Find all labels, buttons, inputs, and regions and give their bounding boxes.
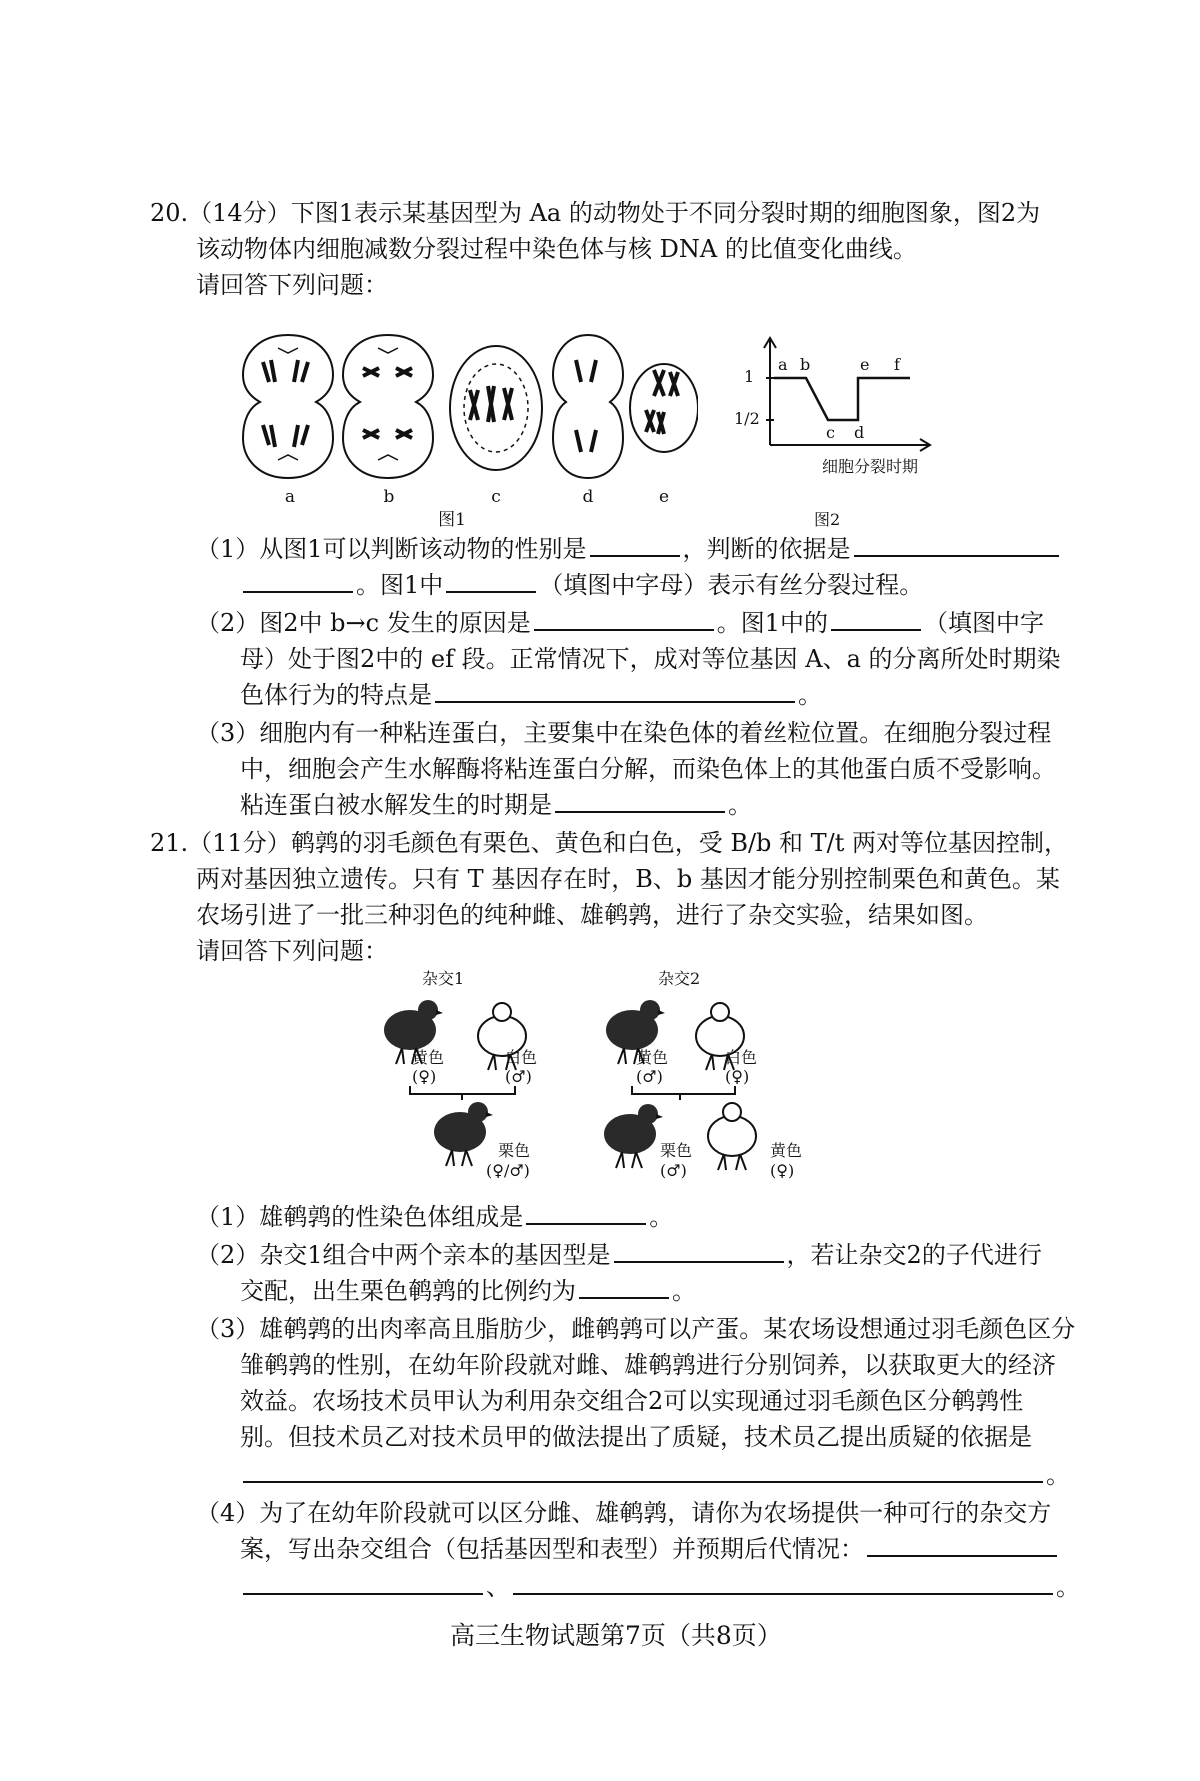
q20-sub3-line2: 中，细胞会产生水解酶将粘连蛋白分解，而染色体上的其他蛋白质不受影响。 bbox=[240, 755, 1056, 783]
q20-sub1-line1 bbox=[196, 532, 1062, 566]
cell-label-b: b bbox=[383, 487, 395, 507]
q20-sub1-text-b: ，判断的依据是 bbox=[682, 535, 851, 563]
q20-sub2-text-a: （2）图2中 b→c 发生的原因是 bbox=[196, 609, 531, 637]
cell-e bbox=[630, 364, 698, 452]
q21-sub1-text-b: 。 bbox=[649, 1203, 674, 1231]
q21-sub1-text-a: （1）雄鹌鹑的性染色体组成是 bbox=[196, 1203, 524, 1231]
q20-prompt: 请回答下列问题： bbox=[196, 271, 388, 299]
answer-blank-sex[interactable] bbox=[590, 533, 680, 557]
answer-blank-cross-scheme-2[interactable] bbox=[243, 1571, 483, 1595]
answer-blank-chestnut-ratio[interactable] bbox=[579, 1275, 669, 1299]
cell-label-d: d bbox=[582, 487, 594, 507]
point-a: a bbox=[778, 355, 788, 374]
q20-sub3-line1: （3）细胞内有一种粘连蛋白，主要集中在染色体的着丝粒位置。在细胞分裂过程 bbox=[196, 719, 1052, 747]
answer-blank-chromosome-behavior[interactable] bbox=[435, 679, 795, 703]
figure-1-caption: 图1 bbox=[438, 510, 466, 530]
q21-sub3-line2: 雏鹌鹑的性别，在幼年阶段就对雌、雄鹌鹑进行分别饲养，以获取更大的经济 bbox=[240, 1351, 1056, 1379]
q20-sub3-line3 bbox=[240, 788, 752, 822]
q21-sub3-text-e: 。 bbox=[1046, 1461, 1070, 1489]
q20-sub2-line1 bbox=[196, 606, 1044, 640]
q20-sub2-text-e: 色体行为的特点是 bbox=[240, 681, 432, 709]
answer-blank-ef-letters[interactable] bbox=[831, 607, 921, 631]
answer-blank-bc-reason[interactable] bbox=[534, 607, 714, 631]
cross2-f1a-color: 栗色 bbox=[660, 1141, 693, 1160]
cross2-p1-color: 黄色 bbox=[636, 1048, 669, 1067]
page-footer: 高三生物试题第7页（共8页） bbox=[450, 1621, 782, 1650]
cell-c bbox=[450, 346, 542, 470]
point-f: f bbox=[894, 355, 900, 374]
q20-sub2-text-b: 。图1中的 bbox=[716, 609, 828, 637]
answer-blank-basis-1[interactable] bbox=[854, 533, 1059, 557]
q21-prompt: 请回答下列问题： bbox=[196, 937, 388, 965]
q21-sub2-text-d: 。 bbox=[672, 1277, 696, 1305]
q20-sub3-text-c: 粘连蛋白被水解发生的时期是 bbox=[240, 791, 552, 819]
q21-stem-line3: 农场引进了一批三种羽色的纯种雌、雄鹌鹑，进行了杂交实验，结果如图。 bbox=[196, 901, 988, 929]
answer-blank-cross-scheme-1[interactable] bbox=[867, 1533, 1057, 1557]
point-c: c bbox=[826, 423, 835, 442]
cell-label-e: e bbox=[658, 487, 670, 507]
cross2-title: 杂交2 bbox=[658, 969, 701, 988]
cross2-p2-sex: (♀) bbox=[725, 1067, 750, 1086]
cross2-p2-color: 白色 bbox=[725, 1048, 758, 1067]
q20-sub2-text-c: （填图中字 bbox=[924, 609, 1044, 637]
q21-sub4-text-d: 。 bbox=[1056, 1573, 1080, 1601]
cell-label-c: c bbox=[491, 487, 501, 507]
q21-sub2-text-a: （2）杂交1组合中两个亲本的基因型是 bbox=[196, 1241, 611, 1269]
q21-sub3-line1: （3）雄鹌鹑的出肉率高且脂肪少，雌鹌鹑可以产蛋。某农场设想通过羽毛颜色区分 bbox=[196, 1315, 1076, 1343]
q21-sub4-text-c: 、 bbox=[486, 1573, 510, 1601]
cross1-p2-sex: (♂) bbox=[505, 1067, 532, 1086]
cell-b bbox=[343, 335, 433, 478]
cross1-p1-color: 黄色 bbox=[412, 1048, 445, 1067]
cross1-p1-sex: (♀) bbox=[412, 1067, 437, 1086]
cross2-f1b-sex: (♀) bbox=[770, 1161, 795, 1180]
q20-stem-line2: 该动物体内细胞减数分裂过程中染色体与核 DNA 的比值变化曲线。 bbox=[196, 235, 917, 263]
q21-sub3-line3: 效益。农场技术员甲认为利用杂交组合2可以实现通过羽毛颜色区分鹌鹑性 bbox=[240, 1387, 1024, 1415]
cross2-chestnut-offspring bbox=[604, 1104, 663, 1168]
point-b: b bbox=[800, 355, 811, 374]
q21-sub2-line2 bbox=[240, 1274, 696, 1308]
q21-sub4-line3 bbox=[240, 1570, 1080, 1604]
figure-2-caption: 图2 bbox=[814, 510, 841, 529]
cross1-chestnut-offspring bbox=[434, 1102, 493, 1166]
y-tick-half: 1/2 bbox=[734, 409, 760, 428]
cross1-title: 杂交1 bbox=[422, 969, 465, 988]
q21-sub3-line5 bbox=[240, 1458, 1070, 1492]
q20-sub2-line3 bbox=[240, 678, 822, 712]
answer-blank-cross-scheme-3[interactable] bbox=[513, 1571, 1053, 1595]
q21-stem-line2: 两对基因独立遗传。只有 T 基因存在时，B、b 基因才能分别控制栗色和黄色。某 bbox=[196, 865, 1060, 893]
cross2-yellow-offspring bbox=[708, 1103, 756, 1170]
figure-2-ratio-curve bbox=[730, 330, 950, 530]
answer-blank-parent-genotypes[interactable] bbox=[614, 1239, 784, 1263]
q20-sub1-text-a: （1）从图1可以判断该动物的性别是 bbox=[196, 535, 587, 563]
q20-sub2-text-f: 。 bbox=[798, 681, 822, 709]
q21-sub2-text-c: 交配，出生栗色鹌鹑的比例约为 bbox=[240, 1277, 576, 1305]
point-e: e bbox=[860, 355, 870, 374]
answer-blank-hydrolysis-period[interactable] bbox=[555, 789, 725, 813]
q20-sub1-line2 bbox=[240, 568, 923, 602]
q21-sub2-line1 bbox=[196, 1238, 1042, 1272]
cross2-p1-sex: (♂) bbox=[636, 1067, 663, 1086]
cell-a bbox=[243, 335, 333, 478]
cross1-p2-color: 白色 bbox=[505, 1048, 538, 1067]
cross-diagram bbox=[380, 968, 840, 1188]
cross2-f1a-sex: (♂) bbox=[660, 1161, 687, 1180]
q21-sub1 bbox=[196, 1200, 673, 1234]
q20-sub1-text-c: 。图1中 bbox=[356, 571, 444, 599]
q21-sub2-text-b: ，若让杂交2的子代进行 bbox=[786, 1241, 1042, 1269]
q21-stem-line1: 21.（11分）鹌鹑的羽毛颜色有栗色、黄色和白色，受 B/b 和 T/t 两对等位基因控制， bbox=[150, 829, 1069, 857]
answer-blank-mitosis-letters[interactable] bbox=[446, 569, 536, 593]
q21-sub4-text-b: 案，写出杂交组合（包括基因型和表型）并预期后代情况： bbox=[240, 1535, 864, 1563]
cell-label-a: a bbox=[284, 487, 296, 507]
x-axis-label: 细胞分裂时期 bbox=[822, 457, 919, 476]
q20-sub3-text-d: 。 bbox=[728, 791, 752, 819]
q21-sub4-line1: （4）为了在幼年阶段就可以区分雌、雄鹌鹑，请你为农场提供一种可行的杂交方 bbox=[196, 1499, 1052, 1527]
cross1-f1-color: 栗色 bbox=[498, 1141, 531, 1160]
answer-blank-objection-basis[interactable] bbox=[243, 1459, 1043, 1483]
cell-d bbox=[553, 335, 623, 478]
cross1-f1-sex: (♀/♂) bbox=[486, 1161, 530, 1180]
cross2-f1b-color: 黄色 bbox=[770, 1141, 803, 1160]
q20-sub1-text-d: （填图中字母）表示有丝分裂过程。 bbox=[539, 571, 924, 599]
y-tick-1: 1 bbox=[744, 367, 755, 386]
q21-sub3-line4: 别。但技术员乙对技术员甲的做法提出了质疑，技术员乙提出质疑的依据是 bbox=[240, 1423, 1032, 1451]
q20-stem-line1: 20.（14分）下图1表示某基因型为 Aa 的动物处于不同分裂时期的细胞图象，图2为 bbox=[150, 199, 1041, 227]
q21-sub4-line2 bbox=[240, 1532, 1060, 1566]
answer-blank-sex-chromosomes[interactable] bbox=[526, 1201, 646, 1225]
q20-sub2-line2: 母）处于图2中的 ef 段。正常情况下，成对等位基因 A、a 的分离所处时期染 bbox=[240, 645, 1061, 673]
point-d: d bbox=[854, 423, 865, 442]
figure-1-cell-images bbox=[238, 330, 698, 530]
answer-blank-basis-2[interactable] bbox=[243, 569, 353, 593]
